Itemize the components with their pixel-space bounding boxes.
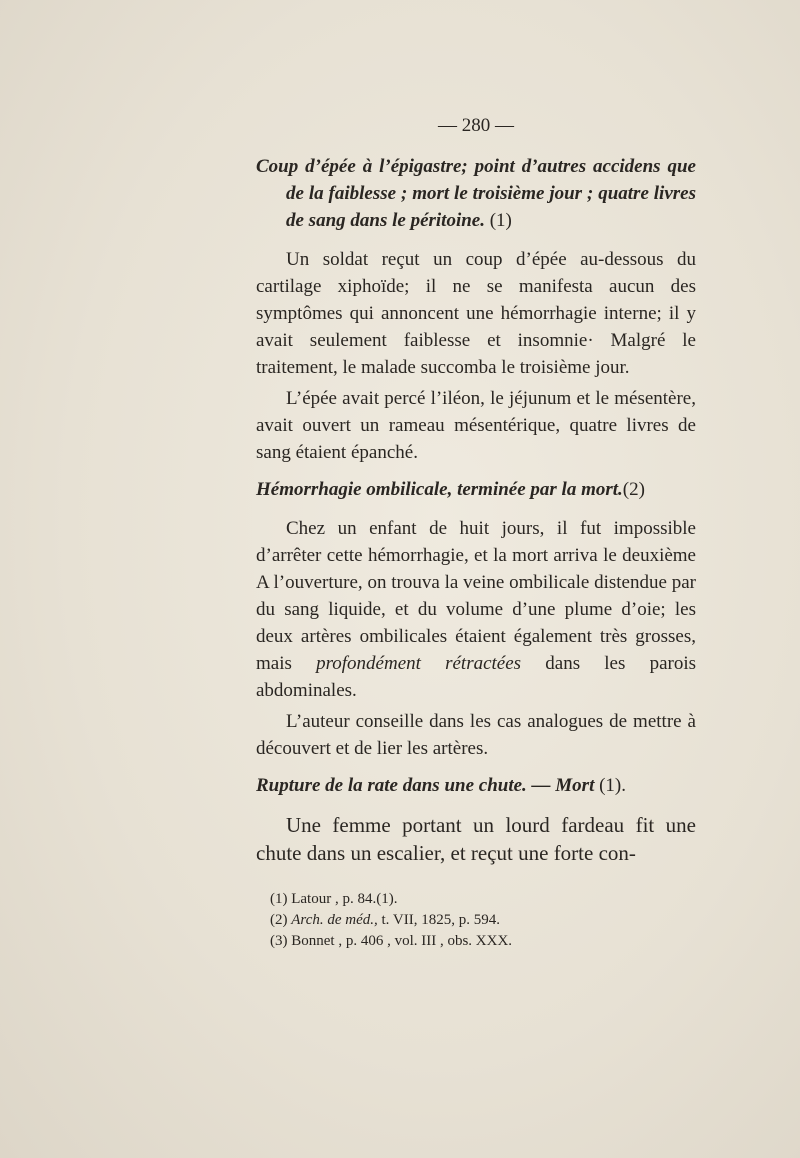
section-heading-rupture [256, 772, 696, 799]
paragraph: L’épée avait percé l’iléon, le jéjunum et le mésentère, avait ouvert un rameau mésentérique, quatre livres de sang étaient épanché. [256, 388, 696, 463]
paragraph-text: dans les parois abdominales. [256, 653, 697, 701]
section-heading-hemorrhagie [256, 476, 696, 503]
paragraph-text: Chez un enfant de huit jours, il fut impossible d’arrêter cette hémorrhagie, et la mort arriva le deuxième A l’ouverture, on trouva la veine ombilicale distendue par du sang liquide, et du volume d’une plume d’oie; les deux artères ombilicales étaient également très grosses, mais [256, 518, 696, 674]
heading-text: Rupture de la rate dans une chute. — Mort [256, 775, 595, 796]
heading-note-ref: (1). [599, 775, 627, 796]
paragraph-italic-text: profondément rétractées [316, 653, 522, 674]
page-text [256, 112, 696, 952]
footnote-ref: t. VII, 1825, p. 594. [381, 912, 500, 928]
page-number: — 280 — [438, 115, 514, 136]
heading-note-ref: (2) [622, 479, 645, 500]
footnote: (1) Latour , p. 84.(1). [270, 891, 398, 907]
footnote-journal: Arch. de méd., [291, 912, 378, 928]
heading-note-ref: (1) [489, 210, 512, 231]
footnote [270, 910, 696, 931]
footnote-number: (2) [270, 912, 288, 928]
heading-text: Coup d’épée à l’épigastre; point d’autres accidens que de la faiblesse ; mort le troisième jour ; quatre livres de sang dans le péritoine. [256, 156, 696, 231]
paragraph [256, 515, 696, 704]
paragraph: Une femme portant un lourd fardeau fit une chute dans un escalier, et reçut une forte con- [256, 813, 696, 865]
paragraph: L’auteur conseille dans les cas analogues de mettre à découvert et de lier les artères. [256, 711, 696, 759]
footnotes [256, 889, 696, 952]
footnote: (3) Bonnet , p. 406 , vol. III , obs. XXX. [270, 933, 513, 949]
paragraph: Un soldat reçut un coup d’épée au-dessous du cartilage xiphoïde; il ne se manifesta aucun des symptômes qui annoncent une hémorrhagie interne; il y avait seulement faiblesse et insomnie· Malgré le traitement, le malade succomba le troisième jour. [256, 249, 696, 378]
section-heading-epigastre [256, 153, 696, 234]
heading-text: Hémorrhagie ombilicale, terminée par la mort. [256, 479, 623, 500]
